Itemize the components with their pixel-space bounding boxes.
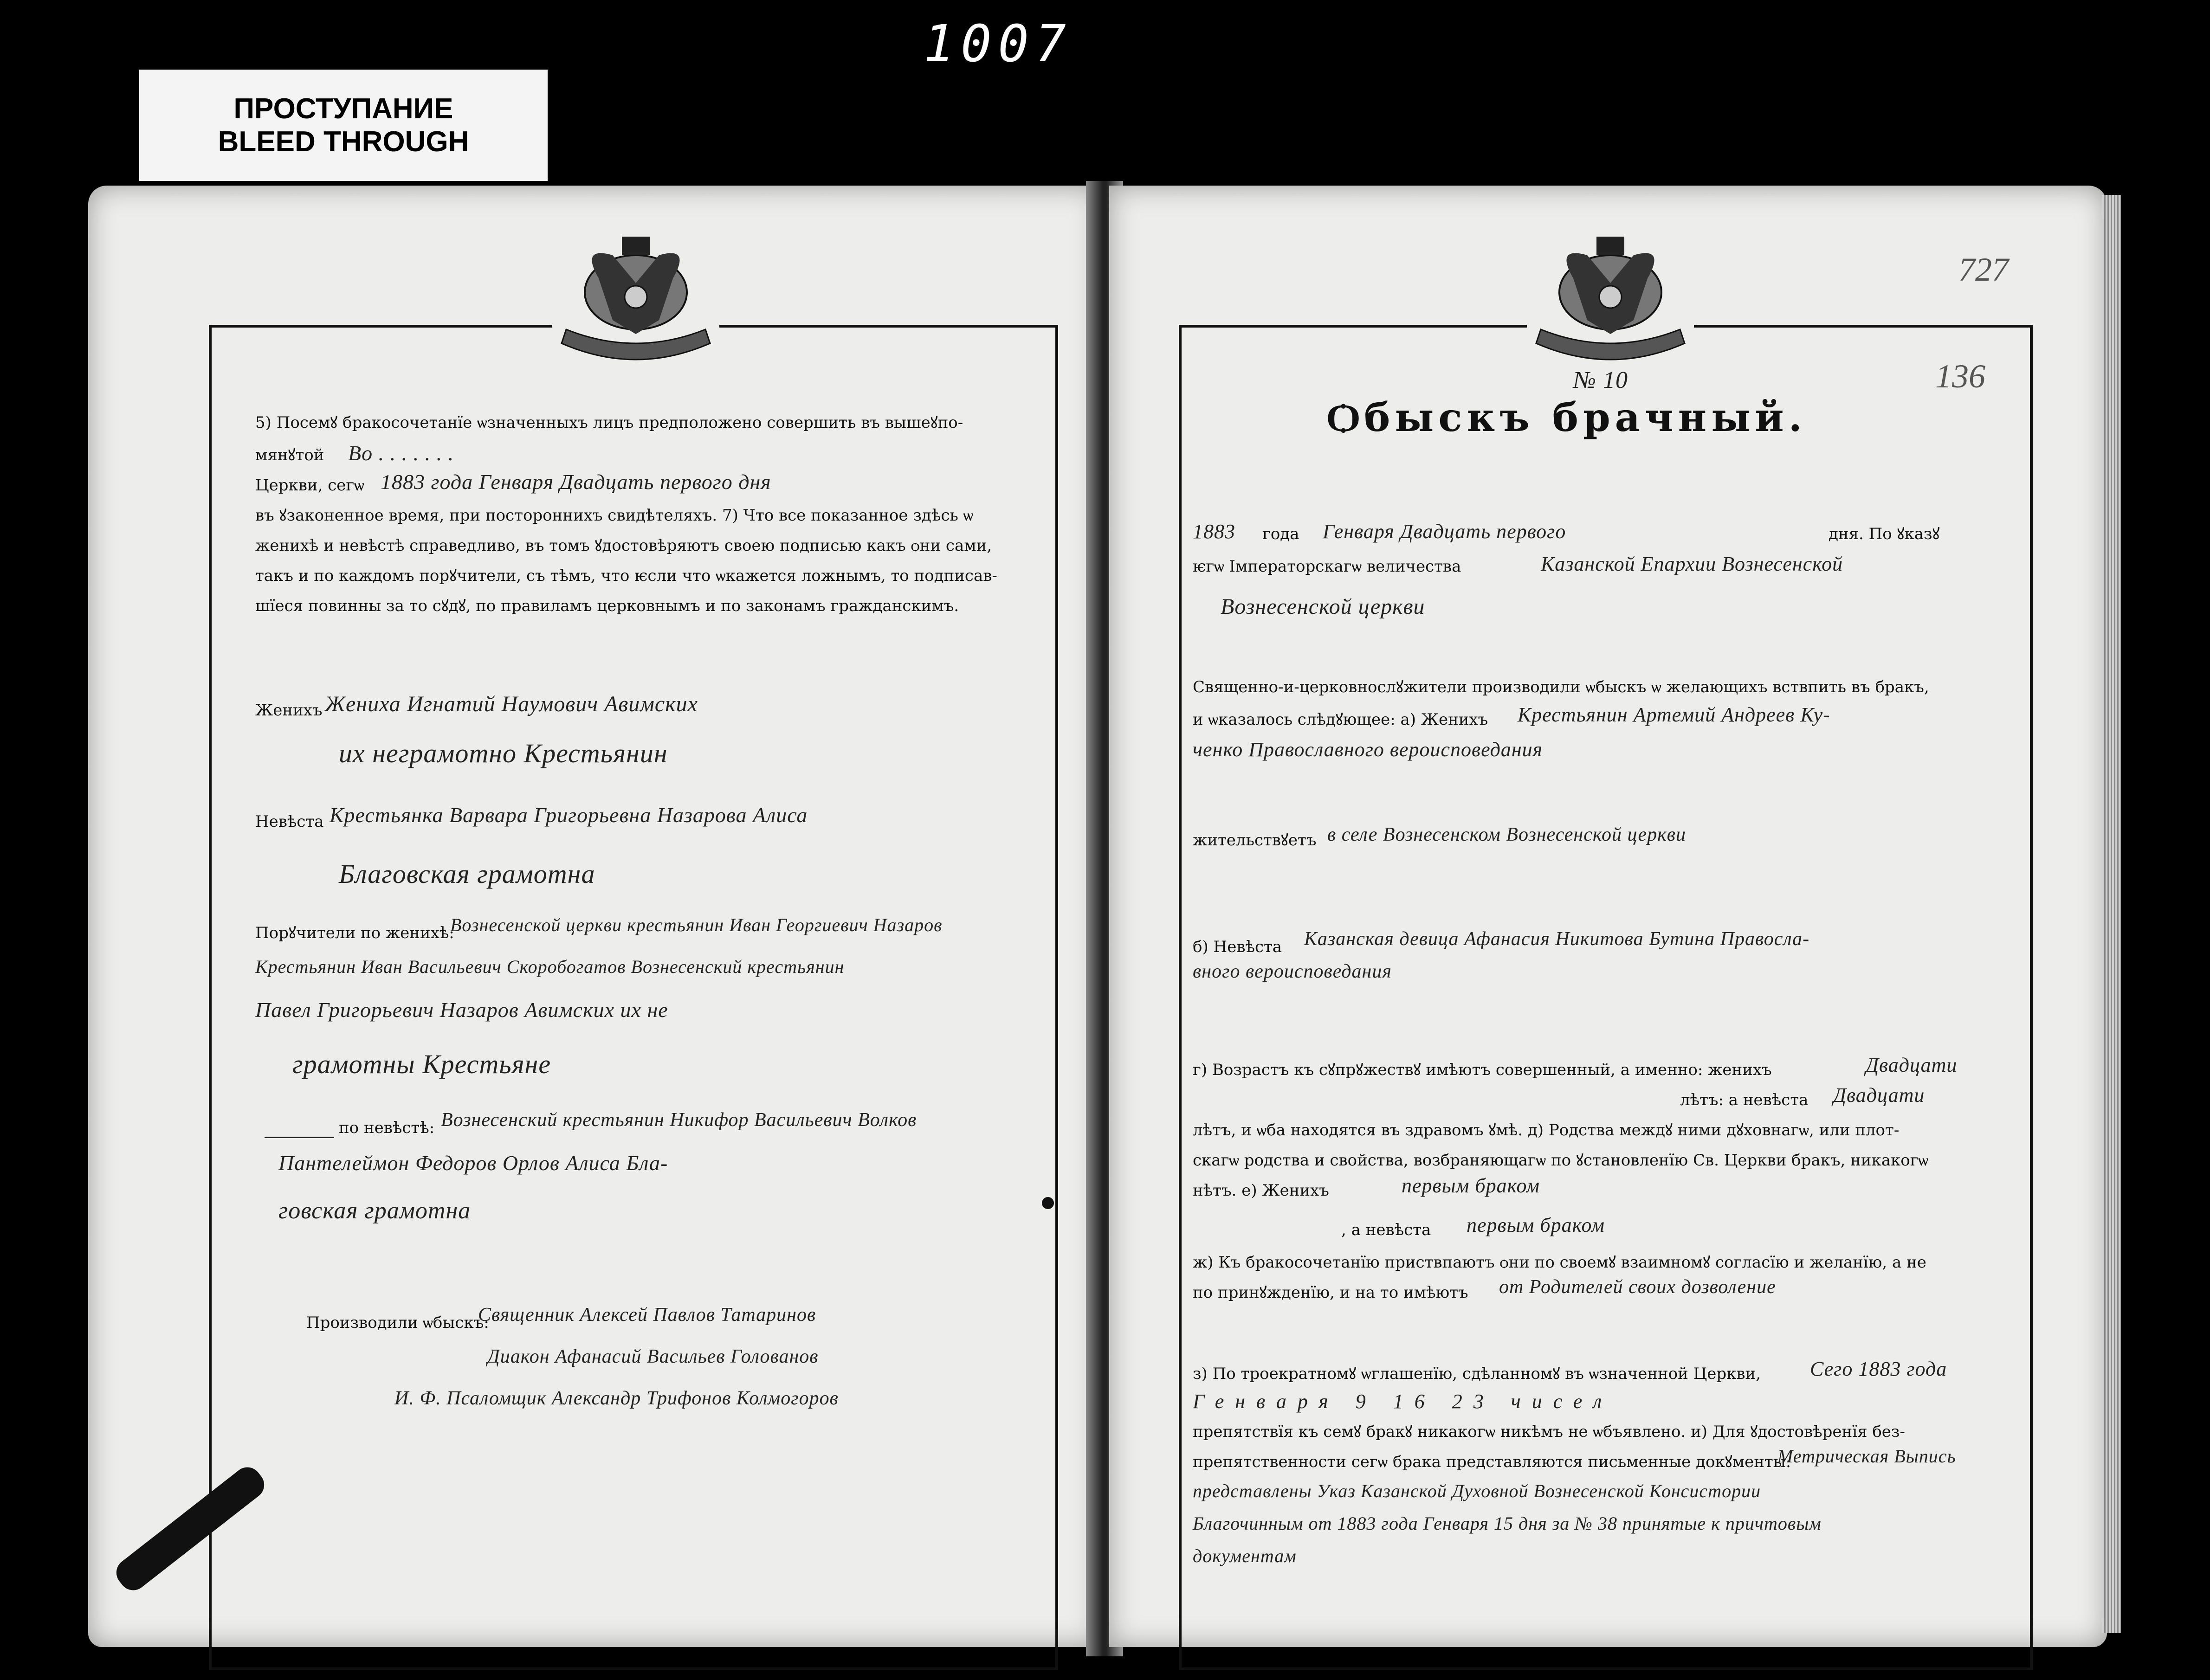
banns-line-3: препятственности сегѡ брака представляются письменные докꙋменты: bbox=[1193, 1453, 1791, 1471]
intro-line-2-label: мянꙋтой bbox=[255, 446, 324, 464]
poruchiteli-zhenikh-hand-1: Вознесенской церкви крестьянин Иван Георгиевич Назаров bbox=[450, 914, 943, 935]
poruchiteli-zhenikh-label: Порꙋчители по женихѣ: bbox=[255, 924, 454, 942]
kinship-line-3: нѣтъ. е) Женихъ bbox=[1193, 1181, 1329, 1200]
intro-hand-1: Во . . . . . . . bbox=[348, 441, 454, 465]
groom-marriage-hand: первым браком bbox=[1402, 1174, 1540, 1197]
left-page bbox=[88, 186, 1100, 1647]
obysk-label: Производили ѡбыскъ: bbox=[306, 1313, 489, 1332]
bride-marriage-label: , а невѣста bbox=[1341, 1221, 1431, 1239]
year-hand: 1883 bbox=[1193, 520, 1235, 543]
bleed-through-label bbox=[139, 70, 548, 181]
consent-line-1: ж) Къ бракосочетанїю приствпаютъ ѻни по своемꙋ взаимномꙋ согласїю и желанїю, а не bbox=[1193, 1253, 1926, 1272]
zhitelstvo-label: жительствꙋетъ bbox=[1193, 831, 1317, 850]
obysk-hand-1: Священник Алексей Павлов Татаринов bbox=[478, 1304, 816, 1326]
banns-hand-5: Благочинным от 1883 года Генваря 15 дня за № 38 принятые к причтовым bbox=[1193, 1513, 1822, 1534]
month-hand: Генваря Двадцать первого bbox=[1323, 520, 1566, 543]
banns-line-2: препятствїя къ семꙋ бракꙋ никакогѡ никѣмъ не ѡбъявлено. и) Для ꙋдостовѣренїя без- bbox=[1193, 1423, 1905, 1441]
imperial-eagle-emblem-icon bbox=[1527, 227, 1694, 367]
consent-hand: от Родителей своих дозволение bbox=[1499, 1276, 1776, 1298]
bride-hand-1: Казанская девица Афанасия Никитова Бутина Правосла- bbox=[1304, 928, 1810, 950]
intro-line-7: шїеся повинны за то сꙋдꙋ, по правиламъ церковнымъ и по законамъ гражданскимъ. bbox=[255, 597, 959, 615]
document-title: Ѻбыскъ брачный. bbox=[1327, 394, 1807, 440]
banns-hand-1: Сего 1883 года bbox=[1810, 1358, 1947, 1380]
age-hand-2: Двадцати bbox=[1833, 1084, 1925, 1107]
day-label: дня. По ꙋказꙋ bbox=[1829, 525, 1940, 543]
intro-hand-2: 1883 года Генваря Двадцать первого дня bbox=[381, 470, 771, 494]
year-label: года bbox=[1262, 525, 1299, 543]
nevesta-hand-1: Крестьянка Варвара Григорьевна Назарова Алиса bbox=[330, 803, 808, 827]
obysk-number: № 10 bbox=[1573, 367, 1628, 393]
label-line-en: BLEED THROUGH bbox=[218, 126, 469, 158]
poruchiteli-zhenikh-hand-2: Крестьянин Иван Васильевич Скоробогатов Вознесенский крестьянин bbox=[255, 956, 845, 977]
banns-hand-3: Метрическая Выпись bbox=[1777, 1446, 1956, 1467]
intro-line-6: такъ и по каждомъ порꙋчители, съ тѣмъ, что ѥсли что ѡкажется ложнымъ, то подписав- bbox=[255, 566, 997, 585]
binding-hole bbox=[1042, 1197, 1054, 1209]
zhitelstvo-hand: в селе Вознесенском Вознесенской церкви bbox=[1327, 824, 1687, 845]
clergy-line-1: Священно-и-церковнослꙋжители производили ѡбыскъ ѡ желающихъ вствпить въ бракъ, bbox=[1193, 678, 1929, 696]
bride-label: б) Невѣста bbox=[1193, 938, 1282, 956]
obysk-hand-2: Диакон Афанасий Васильев Голованов bbox=[487, 1346, 819, 1367]
groom-hand-2: ченко Православного вероисповедания bbox=[1193, 738, 1543, 761]
poruchiteli-nevesta-label: по невѣстѣ: bbox=[339, 1119, 435, 1137]
consent-line-2: по принꙋжденїю, и на то имѣютъ bbox=[1193, 1283, 1468, 1302]
church-hand: Вознесенской церкви bbox=[1221, 594, 1425, 619]
folio-top: 727 bbox=[1958, 251, 2009, 288]
kinship-line-1: лѣтъ, и ѡба находятся въ здравомъ ꙋмѣ. д) Родства междꙋ ними дꙋховнагѡ, или плот- bbox=[1193, 1121, 1900, 1139]
kinship-line-2: скагѡ родства и свойства, возбраняющагѡ по ꙋстановленїю Св. Церкви бракъ, никакогѡ bbox=[1193, 1151, 1929, 1170]
zhenikh-hand-1: Жениха Игнатий Наумович Авимских bbox=[325, 692, 698, 716]
right-page bbox=[1109, 186, 2107, 1647]
bride-hand-2: вного вероисповедания bbox=[1193, 961, 1392, 982]
age-line-2: лѣтъ: а невѣста bbox=[1680, 1091, 1809, 1109]
imperial-eagle-emblem-icon bbox=[552, 227, 719, 367]
banns-line-1: з) По троекратномꙋ ѡглашенїю, сдѣланномꙋ въ ѡзначенной Церкви, bbox=[1193, 1365, 1761, 1383]
poruchiteli-nevesta-hand-3: говская грамотна bbox=[278, 1197, 471, 1224]
banns-hand-2: Генваря 9 16 23 чисел bbox=[1193, 1390, 1613, 1413]
imperial-line: ѥгѡ Імператорскагѡ величества bbox=[1193, 557, 1461, 576]
imperial-line-hand: Казанской Епархии Вознесенской bbox=[1541, 553, 1843, 575]
age-line-1: г) Возрастъ къ сꙋпрꙋжествꙋ имѣютъ совершенный, а именно: женихъ bbox=[1193, 1061, 1772, 1079]
poruchiteli-nevesta-rule bbox=[265, 1137, 334, 1138]
intro-line-3-label: Церкви, сегѡ bbox=[255, 476, 364, 495]
poruchiteli-zhenikh-hand-3: Павел Григорьевич Назаров Авимских их не bbox=[255, 998, 668, 1022]
clergy-line-2: и ѡказалось слѣдꙋющее: а) Женихъ bbox=[1193, 710, 1488, 729]
page-stack-edge bbox=[2102, 195, 2121, 1633]
poruchiteli-zhenikh-hand-4: грамотны Крестьяне bbox=[292, 1049, 551, 1079]
zhenikh-hand-2: их неграмотно Крестьянин bbox=[339, 738, 668, 768]
groom-hand-1: Крестьянин Артемий Андреев Ку- bbox=[1518, 703, 1830, 726]
intro-line-1: 5) Посемꙋ бракосочетанїе ѡзначенныхъ лицъ предположено совершить въ вышеꙋпо- bbox=[255, 413, 963, 432]
banns-hand-4: представлены Указ Казанской Духовной Вознесенской Консистории bbox=[1193, 1480, 1761, 1501]
intro-line-4: въ ꙋзаконенное время, при постороннихъ свидѣтеляхъ. 7) Что все показанное здѣсь ѡ bbox=[255, 506, 974, 525]
folio-number: 136 bbox=[1935, 358, 1985, 395]
zhenikh-label: Женихъ bbox=[255, 701, 323, 720]
frame-number: 1007 bbox=[924, 14, 1073, 73]
label-line-ru: ПРОСТУПАНИЕ bbox=[233, 92, 453, 125]
poruchiteli-nevesta-hand-2: Пантелеймон Федоров Орлов Алиса Бла- bbox=[278, 1151, 668, 1175]
banns-hand-6: документам bbox=[1193, 1545, 1297, 1566]
age-hand-1: Двадцати bbox=[1866, 1054, 1958, 1076]
intro-line-5: женихѣ и невѣстѣ справедливо, въ томъ ꙋдостовѣряютъ своею подписью какъ ѻни сами, bbox=[255, 536, 992, 555]
nevesta-hand-2: Благовская грамотна bbox=[339, 859, 595, 889]
nevesta-label: Невѣста bbox=[255, 812, 324, 831]
poruchiteli-nevesta-hand-1: Вознесенский крестьянин Никифор Васильевич Волков bbox=[441, 1109, 917, 1131]
obysk-hand-3: И. Ф. Псаломщик Александр Трифонов Колмогоров bbox=[394, 1388, 839, 1409]
bride-marriage-hand: первым браком bbox=[1467, 1214, 1605, 1236]
